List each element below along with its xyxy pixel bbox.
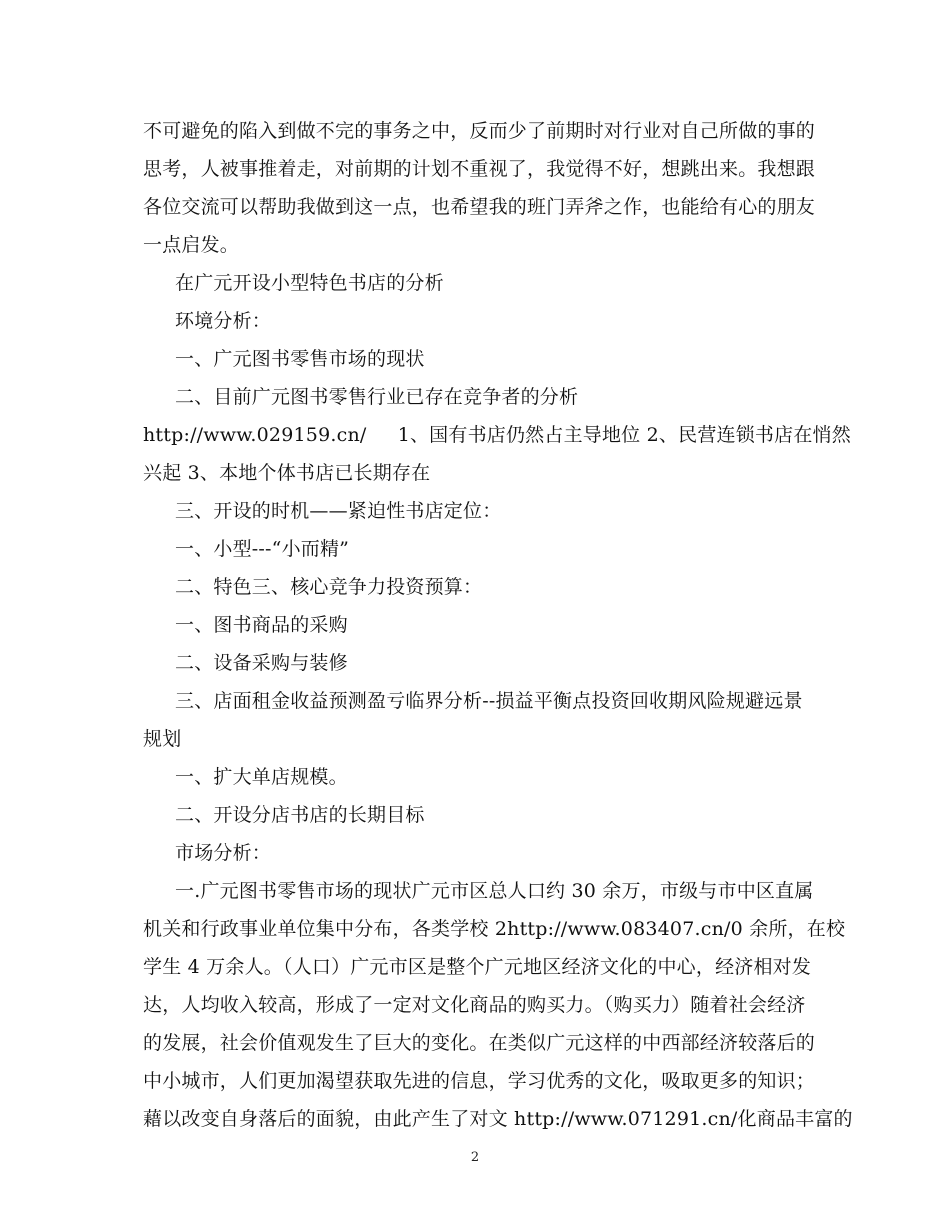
heading-market-analysis: 市场分析： [175, 842, 272, 864]
text-line: 一点启发。 [143, 234, 240, 256]
paragraph-line: 学生 4 万余人。（人口）广元市区是整个广元地区经济文化的中心，经济相对发 [143, 956, 812, 978]
section-title: 在广元开设小型特色书店的分析 [175, 272, 444, 294]
page-number: 2 [470, 1150, 480, 1165]
paragraph-line: 机关和行政事业单位集中分布，各类学校 2http://www.083407.cn/0 余所，在校 [143, 918, 846, 940]
list-item: 三、开设的时机——紧迫性书店定位： [175, 500, 502, 522]
list-item: 三、店面租金收益预测盈亏临界分析--损益平衡点投资回收期风险规避远景 [175, 690, 803, 712]
text-line: 规划 [143, 728, 182, 750]
paragraph-line: 藉以改变自身落后的面貌，由此产生了对文 http://www.071291.cn/化商品丰富的 [143, 1108, 853, 1130]
list-item: 一、扩大单店规模。 [175, 766, 348, 788]
heading-environment-analysis: 环境分析： [175, 310, 272, 332]
text-line: 兴起 3、本地个体书店已长期存在 [143, 462, 431, 484]
body-text [143, 112, 853, 1138]
list-item: 一、广元图书零售市场的现状 [175, 348, 425, 370]
list-item: 一、小型---“小而精” [175, 538, 350, 560]
list-item: 二、设备采购与装修 [175, 652, 348, 674]
text-line: http://www.029159.cn/ 1、国有书店仍然占主导地位 2、民营连锁书店在悄然 [143, 424, 851, 446]
paragraph-line: 一.广元图书零售市场的现状广元市区总人口约 30 余万，市级与市中区直属 [175, 880, 814, 902]
list-item: 二、特色三、核心竞争力投资预算： [175, 576, 483, 598]
paragraph-line: 的发展，社会价值观发生了巨大的变化。在类似广元这样的中西部经济较落后的 [143, 1032, 816, 1054]
text-line: 不可避免的陷入到做不完的事务之中，反而少了前期时对行业对自己所做的事的 [143, 120, 816, 142]
list-item: 二、目前广元图书零售行业已存在竞争者的分析 [175, 386, 579, 408]
paragraph-line: 达，人均收入较高，形成了一定对文化商品的购买力。（购买力）随着社会经济 [143, 994, 806, 1016]
list-item: 一、图书商品的采购 [175, 614, 348, 636]
paragraph-line: 中小城市，人们更加渴望获取先进的信息，学习优秀的文化，吸取更多的知识； [143, 1070, 816, 1092]
text-line: 思考，人被事推着走，对前期的计划不重视了，我觉得不好，想跳出来。我想跟 [143, 158, 816, 180]
list-item: 二、开设分店书店的长期目标 [175, 804, 425, 826]
text-line: 各位交流可以帮助我做到这一点，也希望我的班门弄斧之作，也能给有心的朋友 [143, 196, 816, 218]
